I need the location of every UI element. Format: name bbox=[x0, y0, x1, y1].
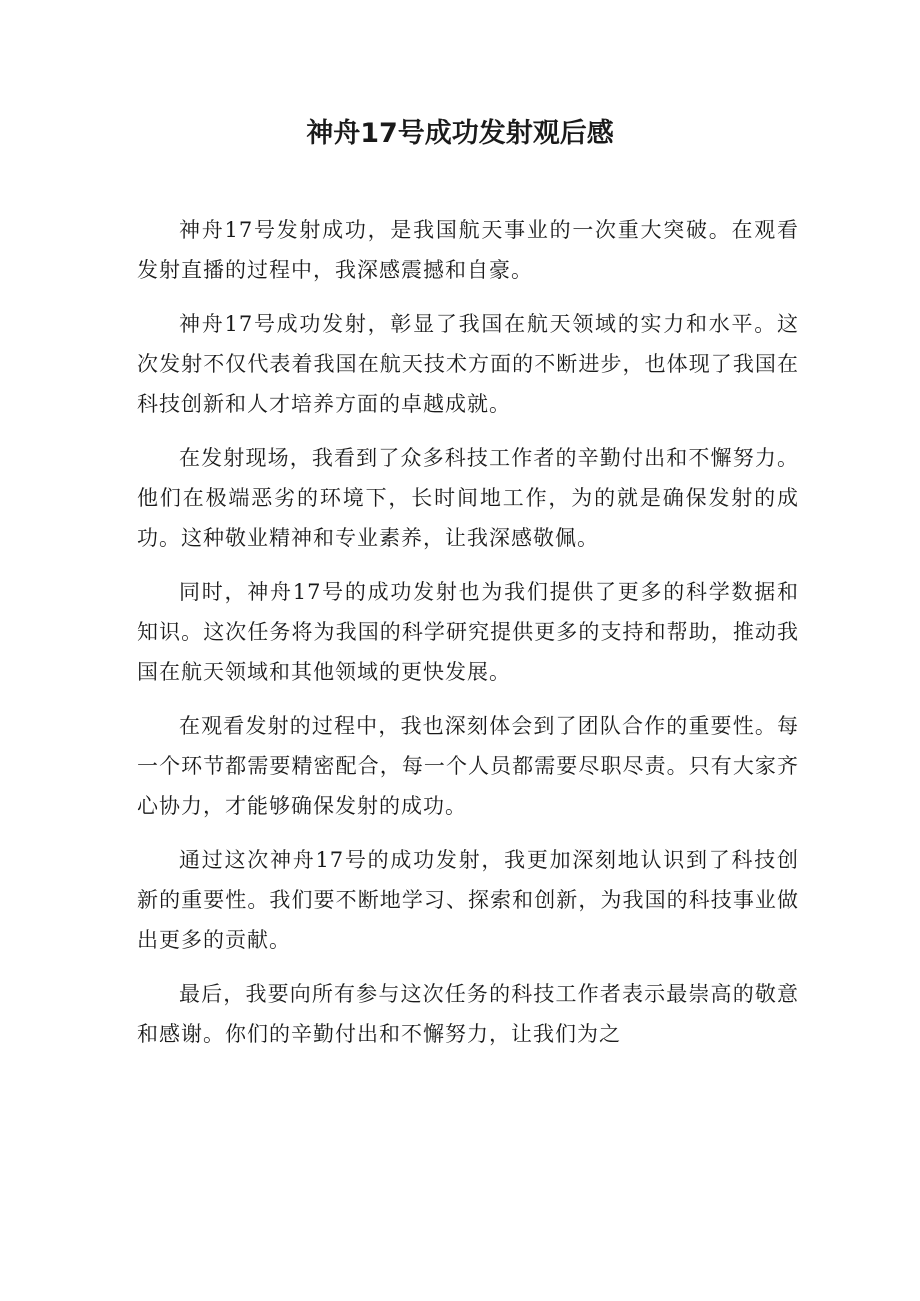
paragraph-3: 在发射现场，我看到了众多科技工作者的辛勤付出和不懈努力。他们在极端恶劣的环境下，长时间地工作，为的就是确保发射的成功。这种敬业精神和专业素养，让我深感敬佩。 bbox=[137, 446, 799, 550]
paragraph-2: 神舟17号成功发射，彰显了我国在航天领域的实力和水平。这次发射不仅代表着我国在航天技术方面的不断进步，也体现了我国在科技创新和人才培养方面的卓越成就。 bbox=[137, 312, 799, 416]
paragraph-7: 最后，我要向所有参与这次任务的科技工作者表示最崇高的敬意和感谢。你们的辛勤付出和不懈努力，让我们为之 bbox=[137, 982, 799, 1046]
paragraph-1: 神舟17号发射成功，是我国航天事业的一次重大突破。在观看发射直播的过程中，我深感震撼和自豪。 bbox=[137, 218, 799, 282]
paragraph-4: 同时，神舟17号的成功发射也为我们提供了更多的科学数据和知识。这次任务将为我国的科学研究提供更多的支持和帮助，推动我国在航天领域和其他领域的更快发展。 bbox=[137, 580, 799, 684]
paragraph-6: 通过这次神舟17号的成功发射，我更加深刻地认识到了科技创新的重要性。我们要不断地学习、探索和创新，为我国的科技事业做出更多的贡献。 bbox=[137, 848, 799, 952]
paragraph-5: 在观看发射的过程中，我也深刻体会到了团队合作的重要性。每一个环节都需要精密配合，每一个人员都需要尽职尽责。只有大家齐心协力，才能够确保发射的成功。 bbox=[137, 714, 799, 818]
document-body bbox=[137, 210, 799, 1054]
page-title: 神舟17号成功发射观后感 bbox=[306, 118, 614, 149]
